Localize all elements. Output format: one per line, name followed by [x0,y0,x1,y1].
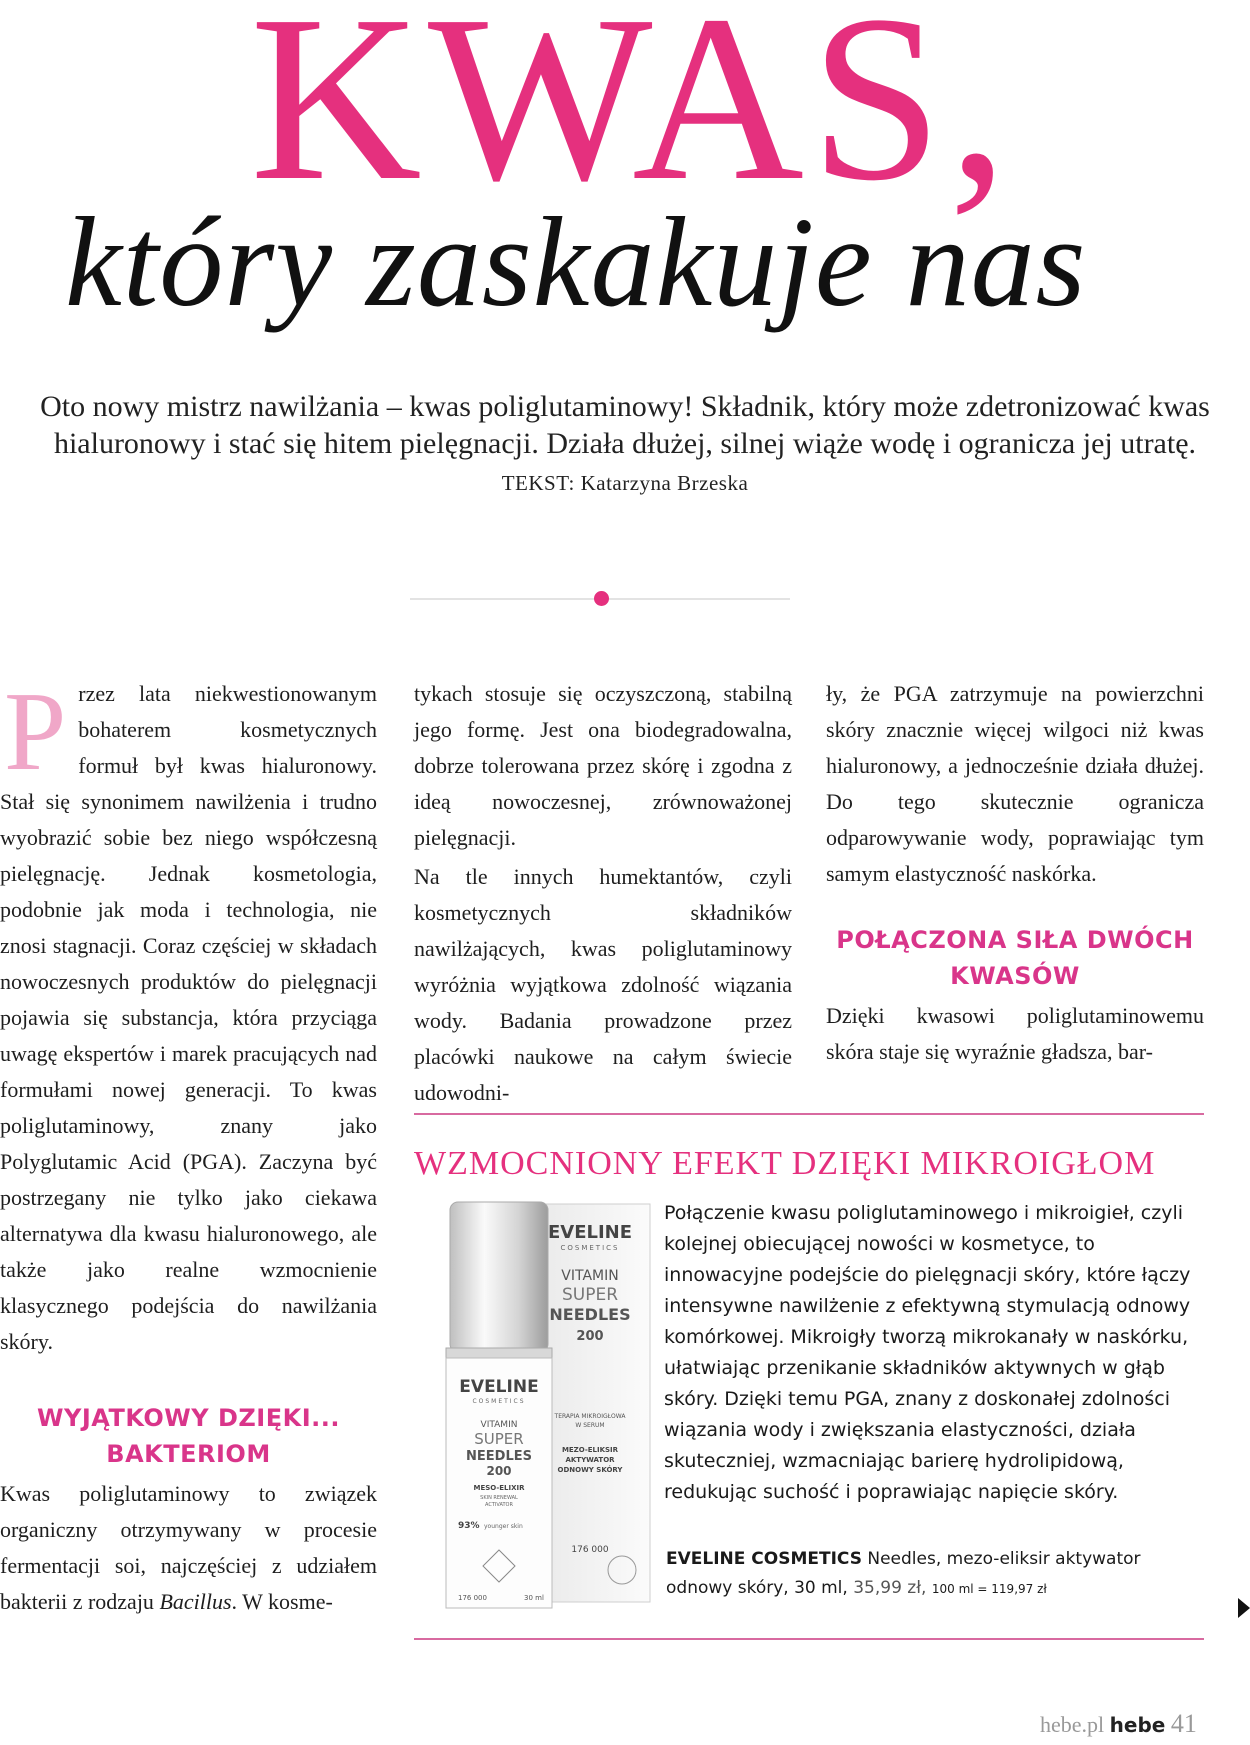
col3-paragraph-2: Dzięki kwasowi poliglutaminowemu skóra staje się wyraźnie gładsza, bar- [826,1003,1204,1064]
lead-text: Oto nowy mistrz nawilżania – kwas poliglutaminowy! Składnik, który może zdetronizować kwas hialuronowy i stać się hitem pielęgnacji. Działa dłużej, silnej wiąże wodę i ogranicza jej utratę. [40,390,1210,460]
col1-paragraph-1 [0,670,377,1360]
product-brand: EVELINE COSMETICS [666,1549,862,1569]
box-line2: SUPER [561,1285,619,1305]
bottle-volume: 30 ml [524,1594,544,1602]
box-number: 200 [576,1329,604,1344]
lead-paragraph [40,388,1210,502]
bottle-number: 200 [486,1464,512,1478]
col1-text-2b: . W kosme- [231,1589,333,1614]
col2-paragraph-2: Na tle innych humektantów, czyli kosmetycznych składników nawilżających, kwas poliglutaminowy wyróżnia wyjątkowa zdolność wiązania wody. Badania prowadzone przez placówki naukowe na całym świecie udowodni- [414,864,792,1105]
article-column-1 [0,670,377,1623]
bottle-desc3: ACTIVATOR [485,1502,513,1508]
box-top-rule [414,1113,1204,1115]
box-desc5: ODNOWY SKÓRY [557,1466,623,1474]
bottle-badge-pct: 93% [458,1521,480,1531]
col2-paragraph-1: tykach stosuje się oczyszczoną, stabilną jego formę. Jest ona biodegradowalna, dobrze tolerowana przez skórę i zgodna z ideą nowoczesnej, zrównoważonej pielęgnacji. [414,681,792,850]
product-name: Needles, mezo-eliksir aktywator odnowy skóry, 30 ml, [666,1549,1141,1598]
box-brand-sub: COSMETICS [560,1244,620,1252]
col1-paragraph-2 [0,1476,377,1620]
box-count: 176 000 [571,1545,609,1555]
next-page-arrow-icon [1238,1598,1250,1618]
divider-dot [594,591,609,606]
footer-site: hebe.pl [1040,1712,1105,1737]
page-number: 41 [1170,1709,1197,1738]
section-heading-bacteria: WYJĄTKOWY DZIĘKI... BAKTERIOM [36,1404,341,1468]
article-column-3 [826,676,1204,1073]
bottle-line2: SUPER [474,1430,524,1448]
box-desc2: W SERUM [575,1422,605,1429]
box-line3: NEEDLES [549,1305,631,1324]
bottle-line1: VITAMIN [480,1420,518,1430]
bottle-desc1: MESO-ELIXIR [473,1484,525,1492]
title-main: KWAS, [250,0,1014,230]
section-heading-two-acids: POŁĄCZONA SIŁA DWÓCH KWASÓW [836,926,1194,990]
dropcap: P [4,670,67,794]
box-desc3: MEZO-ELIKSIR [561,1446,619,1454]
bottle-brand: EVELINE [459,1377,539,1397]
box-brand: EVELINE [547,1222,633,1243]
box-title: WZMOCNIONY EFEKT DZIĘKI MIKROIGŁOM [414,1145,1156,1182]
bottle-badge-text: younger skin [484,1523,523,1530]
bottle-line3: NEEDLES [466,1449,532,1464]
box-bottom-rule [414,1638,1204,1640]
col3-paragraph-1: ły, że PGA zatrzymuje na powierzchni skóry znacznie więcej wilgoci niż kwas hialuronowy, a jednocześnie działa dłużej. Do tego skutecznie ogranicza odparowywanie wody, poprawiając tym samym elastyczność naskórka. [826,681,1204,886]
article-column-2 [414,676,792,1114]
product-caption [666,1545,1186,1604]
author-credit: TEKST: Katarzyna Brzeska [501,471,749,495]
box-desc1: TERAPIA MIKROIGŁOWA [554,1413,626,1420]
title-subtitle: który zaskakuje nas [65,191,1087,333]
box-line1: VITAMIN [561,1268,619,1284]
footer-magazine-logo: hebe [1109,1713,1166,1737]
bottle-brand-sub: COSMETICS [472,1398,526,1405]
product-image [440,1192,660,1612]
col1-text-2-italic: Bacillus [159,1589,232,1614]
product-unit-price: 100 ml = 119,97 zł [931,1582,1047,1596]
page-footer [1040,1710,1240,1739]
bottle-desc2: SKIN RENEWAL [480,1495,518,1501]
col1-text-2a: Kwas poliglutaminowy to związek organiczny otrzymywany w procesie fermentacji soi, najczęściej z udziałem bakterii z rodzaju [0,1481,377,1614]
box-text: Połączenie kwasu poliglutaminowego i mikroigieł, czyli kolejnej obiecującej nowości w kosmetyce, to innowacyjne podejście do pielęgnacji skóry, które łączy intensywne nawilżenie z efektywną stymulacją odnowy komórkowej. Mikroigły tworzą mikrokanały w naskórku, ułatwiając przenikanie składników aktywnych w głąb skóry. Dzięki temu PGA, znany z doskonałej zdolności wiązania wody i zwiększania elastyczności, działa skuteczniej, wzmacniając barierę hydrolipidową, redukując suchość i poprawiając napięcie skóry. [664,1202,1191,1503]
box-desc4: AKTYWATOR [565,1456,615,1464]
product-price: 35,99 zł, [853,1578,927,1598]
col1-text-1: rzez lata niekwestionowanym bohaterem kosmetycznych formuł był kwas hialuronowy. Stał się synonimem nawilżenia i trudno wyobrazić sobie bez niego współczesną pielęgnację. Jednak kosmetologia, podobnie jak moda i technologia, nie znosi stagnacji. Coraz częściej w składach nowoczesnych produktów do pielęgnacji pojawia się substancja, która przyciąga uwagę ekspertów i marek pracujących nad formułami nowej generacji. To kwas poliglutaminowy, znany jako Polyglutamic Acid (PGA). Zaczyna być postrzegany nie tylko jako ciekawa alternatywa dla kwasu hialuronowego, ale także jako realne wzmocnienie klasycznego podejścia do nawilżania skóry. [0,681,377,1354]
bottle-count: 176 000 [458,1594,487,1602]
product-bottle [446,1202,552,1608]
